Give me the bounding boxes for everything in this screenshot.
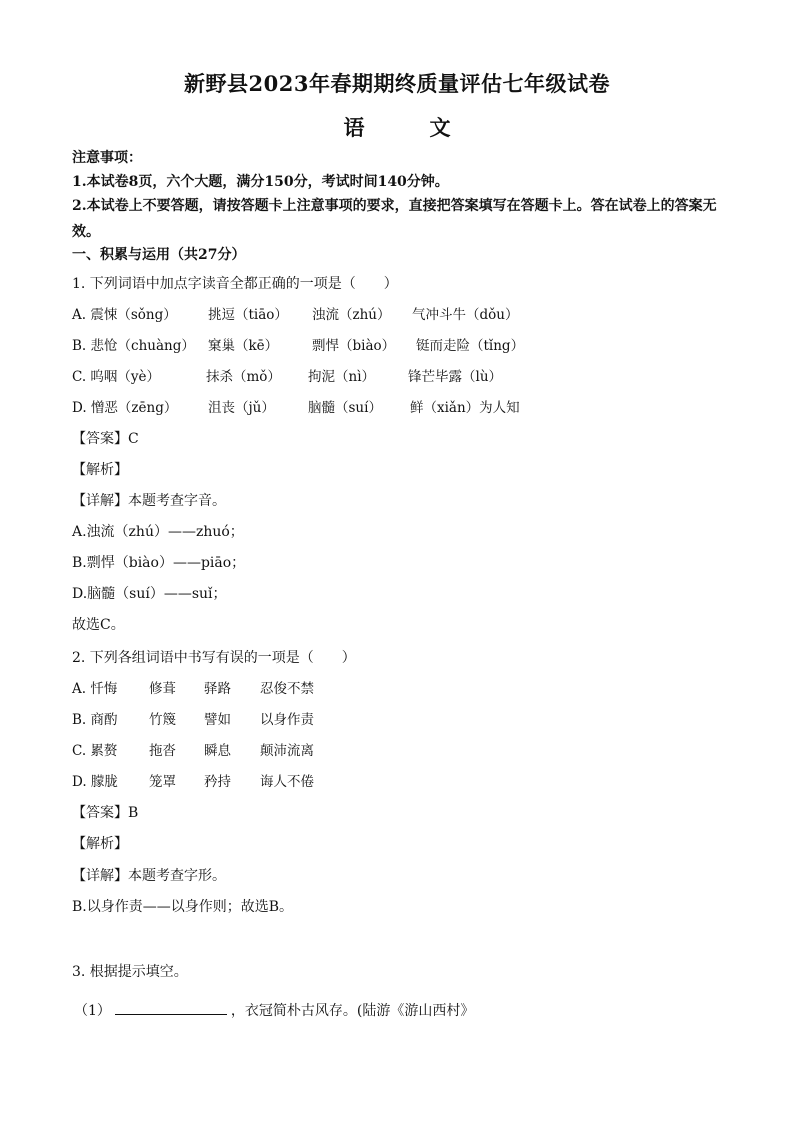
q2-line: B.以身作责——以身作则；故选B。 [72,899,294,915]
detail-text: 本题考查字音。 [128,493,226,509]
q1-stem: 1. 下列词语中加点字读音全都正确的一项是（ ） [72,276,398,292]
option-word: 拘泥（nì） [308,369,376,385]
q2-detail [72,866,226,886]
q1-detail [72,491,226,511]
q1-line-b: B.剽悍（biào）——piāo； [72,555,246,571]
option-word: 矜持 [204,774,231,790]
q1-answer: 【答案】C [72,431,139,447]
option-word: 浊流（zhú） [312,307,391,323]
detail-tag: 【详解】 [72,868,128,884]
detail-tag: 【详解】 [72,493,128,509]
q3-item-1 [74,1000,474,1021]
q1-line-a: A.浊流（zhú）——zhuó； [72,524,244,540]
q1-analysis: 【解析】 [72,462,128,478]
option-word: 诲人不倦 [260,774,314,790]
option-word: 剽悍（biào） [312,338,396,354]
option-word: 以身作责 [260,712,314,728]
option-word: 譬如 [204,712,231,728]
q3-item-number: （1） [74,1003,111,1019]
option-word: 瞬息 [204,743,231,759]
option-label: A. 震悚（sǒng） [72,307,177,323]
option-word: 锋芒毕露（lù） [408,369,503,385]
exam-subject: 语 文 [343,115,473,140]
option-label: D. 朦胧 [72,774,118,790]
option-word: 气冲斗牛（dǒu） [412,307,519,323]
q1-conclusion: 故选C。 [72,617,125,633]
option-word: 铤而走险（tǐng） [416,338,525,354]
option-word: 挑逗（tiāo） [208,307,288,323]
option-word: 颠沛流离 [260,743,314,759]
notes-heading: 注意事项： [72,150,142,166]
option-word: 鲜（xiǎn）为人知 [410,400,520,416]
q2-stem: 2. 下列各组词语中书写有误的一项是（ ） [72,650,356,666]
option-label: D. 憎恶（zēng） [72,400,178,416]
option-word: 窠巢（kē） [208,338,279,354]
fill-blank [115,1000,227,1015]
q1-line-d: D.脑髓（suí）——suǐ； [72,586,227,602]
option-word: 拖沓 [149,743,176,759]
notes-item-1: 1.本试卷8页，六个大题，满分150分，考试时间140分钟。 [72,174,449,190]
option-word: 脑髓（suí） [308,400,382,416]
detail-text: 本题考查字形。 [128,868,226,884]
option-word: 沮丧（jǔ） [208,400,275,416]
option-word: 驿路 [204,681,231,697]
q3-item-text: ，衣冠简朴古风存。(陆游《游山西村》 [230,1003,475,1019]
option-label: C. 累赘 [72,743,118,759]
section-heading: 一、积累与运用（共27分） [72,247,246,263]
notes-item-2: 2.本试卷上不要答题，请按答题卡上注意事项的要求，直接把答案填写在答题卡上。答在试卷上的答案无效。 [72,198,717,240]
option-label: B. 商酌 [72,712,118,728]
option-word: 抹杀（mǒ） [206,369,281,385]
option-word: 竹篾 [149,712,176,728]
option-label: C. 呜咽（yè） [72,369,161,385]
option-label: B. 悲怆（chuàng） [72,338,195,354]
q2-analysis: 【解析】 [72,836,128,852]
q3-stem: 3. 根据提示填空。 [72,964,188,980]
exam-title: 新野县2023年春期期终质量评估七年级试卷 [184,71,610,96]
option-word: 忍俊不禁 [260,681,314,697]
option-word: 笼罩 [149,774,176,790]
option-label: A. 忏悔 [72,681,118,697]
q2-answer: 【答案】B [72,805,139,821]
option-word: 修葺 [149,681,176,697]
